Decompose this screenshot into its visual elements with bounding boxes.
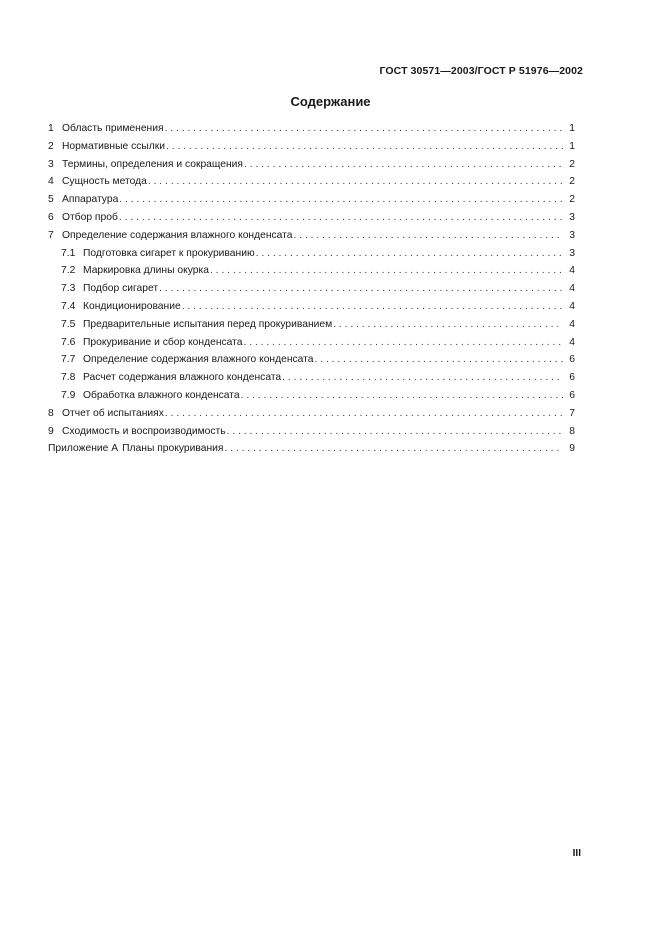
toc-entry-label: Сущность метода (62, 176, 147, 188)
toc-entry-label: Аппаратура (62, 194, 119, 206)
dot-leader (166, 138, 563, 156)
toc-entry-number: Приложение А (48, 443, 119, 455)
toc-entry-6[interactable] (48, 209, 575, 227)
dot-leader (315, 351, 564, 369)
toc-entry-number: 9 (48, 425, 54, 437)
toc-entry-page: 4 (569, 283, 575, 295)
toc-entry-label: Нормативные ссылки (62, 140, 166, 152)
toc-entry-number: 7.5 (61, 318, 76, 330)
document-header: ГОСТ 30571—2003/ГОСТ Р 51976—2002 (379, 65, 583, 77)
toc-entry-page: 3 (569, 211, 575, 223)
dot-leader (119, 209, 563, 227)
toc-entry-1[interactable] (48, 120, 575, 138)
toc-entry-7-1[interactable] (48, 245, 575, 263)
toc-entry-page: 3 (569, 247, 575, 259)
page-number: III (572, 848, 581, 859)
toc-entry-5[interactable] (48, 191, 575, 209)
toc-entry-7-5[interactable] (48, 316, 575, 334)
dot-leader (282, 369, 563, 387)
toc-entry-number: 7.2 (61, 265, 76, 277)
toc-entry-number: 7.3 (61, 283, 76, 295)
toc-entry-4[interactable] (48, 173, 575, 191)
toc-entry-label: Область применения (62, 123, 164, 134)
toc-entry-page: 4 (569, 300, 575, 312)
toc-entry-number: 6 (48, 211, 54, 223)
dot-leader (333, 316, 563, 334)
toc-entry-page: 4 (569, 318, 575, 330)
toc-entry-number: 7 (48, 229, 54, 241)
dot-leader (244, 334, 564, 352)
toc-entry-number: 7.9 (61, 389, 76, 401)
dot-leader (165, 120, 563, 138)
dot-leader (244, 156, 563, 174)
toc-entry-page: 1 (569, 123, 575, 134)
toc-entry-7-4[interactable] (48, 298, 575, 316)
toc-entry-page: 2 (569, 194, 575, 206)
dot-leader (227, 423, 563, 441)
toc-entry-label: Прокуривание и сбор конденсата (83, 336, 243, 348)
toc-entry-number: 3 (48, 158, 54, 170)
toc-entry-7-9[interactable] (48, 387, 575, 405)
table-of-contents (48, 120, 575, 458)
toc-entry-appendix-a[interactable] (48, 440, 575, 458)
toc-entry-page: 6 (569, 354, 575, 366)
toc-entry-7-6[interactable] (48, 334, 575, 352)
toc-title: Содержание (290, 94, 371, 109)
toc-entry-7-2[interactable] (48, 262, 575, 280)
toc-entry-label: Маркировка длины окурка (83, 265, 209, 277)
toc-entry-number: 7.7 (61, 354, 76, 366)
toc-entry-number: 7.6 (61, 336, 76, 348)
toc-entry-label: Кондиционирование (83, 300, 181, 312)
toc-entry-label: Обработка влажного конденсата (83, 389, 240, 401)
dot-leader (241, 387, 563, 405)
toc-entry-9[interactable] (48, 423, 575, 441)
toc-entry-8[interactable] (48, 405, 575, 423)
toc-entry-page: 6 (569, 372, 575, 384)
toc-entry-number: 7.1 (61, 247, 76, 259)
toc-entry-number: 5 (48, 194, 54, 206)
toc-entry-page: 3 (569, 229, 575, 241)
toc-entry-2[interactable] (48, 138, 575, 156)
dot-leader (210, 262, 563, 280)
toc-entry-page: 8 (569, 425, 575, 437)
toc-entry-label: Сходимость и воспроизводимость (62, 425, 226, 437)
dot-leader (182, 298, 563, 316)
toc-entry-label: Расчет содержания влажного конденсата (83, 372, 282, 384)
dot-leader (119, 191, 563, 209)
dot-leader (256, 245, 563, 263)
toc-entry-number: 7.8 (61, 372, 76, 384)
toc-entry-7-8[interactable] (48, 369, 575, 387)
toc-entry-number: 1 (48, 123, 54, 134)
toc-entry-number: 8 (48, 407, 54, 419)
toc-entry-label: Определение содержания влажного конденсата (62, 229, 293, 241)
toc-entry-label: Планы прокуривания (122, 443, 224, 455)
toc-entry-number: 2 (48, 140, 54, 152)
toc-entry-page: 4 (569, 265, 575, 277)
toc-entry-label: Подбор сигарет (83, 283, 159, 295)
toc-entry-number: 7.4 (61, 300, 76, 312)
toc-entry-label: Подготовка сигарет к прокуриванию (83, 247, 255, 259)
toc-entry-page: 1 (569, 140, 575, 152)
toc-entry-label: Отчет об испытаниях (62, 407, 164, 419)
toc-entry-7-3[interactable] (48, 280, 575, 298)
dot-leader (224, 440, 563, 458)
dot-leader (159, 280, 563, 298)
dot-leader (148, 173, 563, 191)
toc-entry-7[interactable] (48, 227, 575, 245)
toc-entry-3[interactable] (48, 156, 575, 174)
toc-entry-page: 2 (569, 158, 575, 170)
toc-entry-page: 4 (569, 336, 575, 348)
toc-entry-label: Отбор проб (62, 211, 118, 223)
toc-entry-label: Предварительные испытания перед прокуриванием (83, 318, 333, 330)
toc-entry-label: Определение содержания влажного конденсата (83, 354, 314, 366)
toc-entry-page: 6 (569, 389, 575, 401)
toc-entry-page: 2 (569, 176, 575, 188)
toc-entry-number: 4 (48, 176, 54, 188)
dot-leader (165, 405, 563, 423)
toc-entry-page: 7 (569, 407, 575, 419)
toc-entry-label: Термины, определения и сокращения (62, 158, 243, 170)
toc-entry-7-7[interactable] (48, 351, 575, 369)
toc-entry-page: 9 (569, 443, 575, 455)
dot-leader (294, 227, 564, 245)
